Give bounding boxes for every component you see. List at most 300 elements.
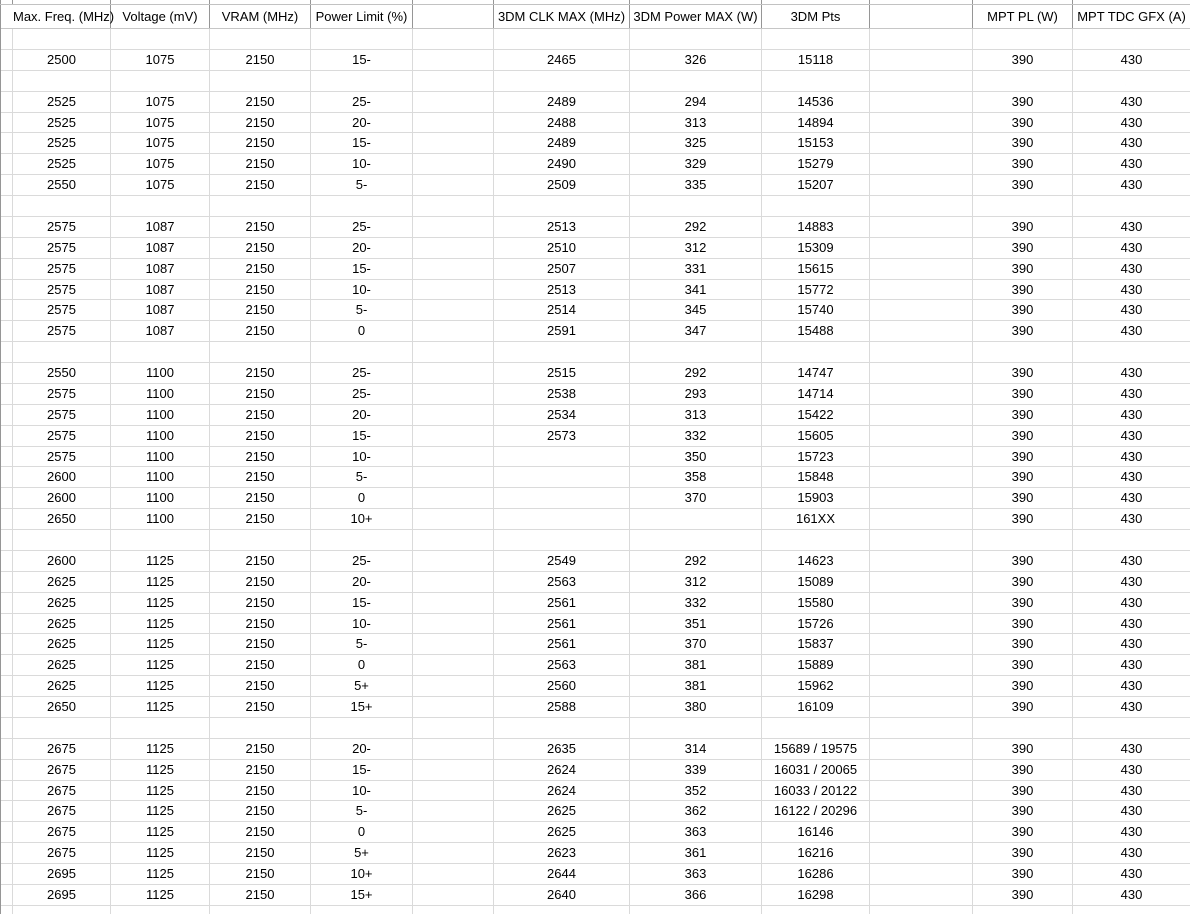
cell-max-freq[interactable]: 2575: [13, 384, 111, 404]
cell-voltage[interactable]: 1125: [111, 781, 210, 801]
cell-max-freq[interactable]: 2650: [13, 697, 111, 717]
cell-power-limit[interactable]: 5-: [311, 801, 413, 821]
cell-mpt-tdc-gfx[interactable]: 430: [1120, 469, 1143, 485]
cell-power-limit[interactable]: [311, 530, 413, 550]
cell-3dm-pts[interactable]: 15740: [762, 300, 870, 320]
cell-3dm-pts[interactable]: 15488: [762, 321, 870, 341]
cell-3dm-pts[interactable]: 16033 / 20122: [762, 781, 870, 801]
cell-3dm-pts[interactable]: 14894: [762, 113, 870, 133]
cell-power-limit[interactable]: [311, 71, 413, 91]
cell-3dm-clk-max[interactable]: 2490: [494, 154, 630, 174]
row-sliver-cell[interactable]: [0, 801, 13, 821]
cell-max-freq[interactable]: 2575: [13, 217, 111, 237]
cell-3dm-pts[interactable]: [762, 29, 870, 49]
cell-3dm-clk-max[interactable]: 2509: [494, 175, 630, 195]
cell-empty-1[interactable]: [413, 133, 494, 153]
cell-empty-1[interactable]: [413, 906, 494, 914]
cell-3dm-clk-max[interactable]: 2625: [494, 822, 630, 842]
row-sliver-cell[interactable]: [0, 822, 13, 842]
cell-3dm-clk-max[interactable]: 2465: [494, 50, 630, 70]
cell-max-freq[interactable]: 2625: [13, 593, 111, 613]
cell-3dm-clk-max[interactable]: 2563: [494, 655, 630, 675]
cell-3dm-clk-max[interactable]: 2488: [494, 113, 630, 133]
cell-3dm-power-max[interactable]: 332: [630, 426, 762, 446]
cell-mpt-tdc-gfx[interactable]: [1073, 71, 1190, 91]
cell-mpt-pl[interactable]: [973, 906, 1073, 914]
cell-max-freq[interactable]: 2695: [13, 885, 111, 905]
cell-vram[interactable]: 2150: [210, 488, 311, 508]
cell-power-limit[interactable]: 5-: [311, 634, 413, 654]
cell-vram[interactable]: [210, 196, 311, 216]
cell-mpt-pl[interactable]: 390: [973, 280, 1073, 300]
cell-empty-1[interactable]: [413, 447, 494, 467]
cell-max-freq[interactable]: 2600: [13, 551, 111, 571]
cell-voltage[interactable]: 1075: [111, 175, 210, 195]
cell-vram[interactable]: [210, 906, 311, 914]
cell-mpt-tdc-gfx[interactable]: 430: [1120, 866, 1143, 881]
cell-mpt-pl[interactable]: 390: [973, 384, 1073, 404]
cell-vram[interactable]: 2150: [210, 467, 311, 487]
cell-power-limit[interactable]: 15-: [311, 50, 413, 70]
cell-empty-1[interactable]: [413, 864, 494, 884]
cell-power-limit[interactable]: 15-: [311, 133, 413, 153]
cell-mpt-pl[interactable]: 390: [973, 447, 1073, 467]
cell-3dm-clk-max[interactable]: [494, 447, 630, 467]
cell-3dm-power-max[interactable]: 313: [630, 405, 762, 425]
cell-empty-2[interactable]: [870, 405, 973, 425]
cell-empty-2[interactable]: [870, 530, 973, 550]
cell-mpt-pl[interactable]: [973, 718, 1073, 738]
cell-empty-1[interactable]: [413, 488, 494, 508]
cell-3dm-power-max[interactable]: 312: [630, 572, 762, 592]
row-sliver-cell[interactable]: [0, 530, 13, 550]
row-sliver-cell[interactable]: [0, 196, 13, 216]
cell-3dm-pts[interactable]: 15089: [762, 572, 870, 592]
cell-empty-1[interactable]: [413, 300, 494, 320]
cell-mpt-pl[interactable]: 390: [973, 864, 1073, 884]
row-sliver-cell[interactable]: [0, 154, 13, 174]
cell-3dm-power-max[interactable]: [630, 196, 762, 216]
cell-voltage[interactable]: [111, 342, 210, 362]
cell-empty-2[interactable]: [870, 488, 973, 508]
cell-empty-1[interactable]: [413, 259, 494, 279]
cell-vram[interactable]: 2150: [210, 154, 311, 174]
cell-empty-2[interactable]: [870, 238, 973, 258]
cell-power-limit[interactable]: 10-: [311, 781, 413, 801]
cell-empty-1[interactable]: [413, 342, 494, 362]
cell-mpt-pl[interactable]: 390: [973, 50, 1073, 70]
cell-mpt-pl[interactable]: 390: [973, 760, 1073, 780]
cell-3dm-power-max[interactable]: 292: [630, 217, 762, 237]
cell-3dm-power-max[interactable]: 335: [630, 175, 762, 195]
cell-empty-2[interactable]: [870, 280, 973, 300]
cell-mpt-tdc-gfx[interactable]: 430: [1120, 824, 1143, 840]
cell-3dm-clk-max[interactable]: [494, 196, 630, 216]
cell-mpt-tdc-gfx[interactable]: 430: [1120, 177, 1143, 193]
cell-max-freq[interactable]: [13, 71, 111, 91]
cell-max-freq[interactable]: 2600: [13, 488, 111, 508]
cell-3dm-power-max[interactable]: 350: [630, 447, 762, 467]
cell-power-limit[interactable]: 0: [311, 655, 413, 675]
cell-3dm-clk-max[interactable]: 2561: [494, 634, 630, 654]
cell-voltage[interactable]: 1125: [111, 739, 210, 759]
cell-power-limit[interactable]: [311, 718, 413, 738]
cell-voltage[interactable]: 1100: [111, 488, 210, 508]
cell-empty-1[interactable]: [413, 885, 494, 905]
cell-voltage[interactable]: 1100: [111, 447, 210, 467]
cell-power-limit[interactable]: 15+: [311, 697, 413, 717]
cell-3dm-power-max[interactable]: 326: [630, 50, 762, 70]
cell-3dm-clk-max[interactable]: 2588: [494, 697, 630, 717]
cell-vram[interactable]: [210, 530, 311, 550]
cell-power-limit[interactable]: 10-: [311, 280, 413, 300]
cell-mpt-pl[interactable]: 390: [973, 551, 1073, 571]
cell-vram[interactable]: 2150: [210, 822, 311, 842]
cell-3dm-pts[interactable]: 14883: [762, 217, 870, 237]
cell-empty-1[interactable]: [413, 29, 494, 49]
cell-mpt-pl[interactable]: 390: [973, 300, 1073, 320]
cell-empty-2[interactable]: [870, 906, 973, 914]
cell-max-freq[interactable]: 2625: [13, 614, 111, 634]
cell-mpt-tdc-gfx[interactable]: 430: [1120, 427, 1143, 443]
cell-voltage[interactable]: 1075: [111, 92, 210, 112]
row-sliver-cell[interactable]: [0, 843, 13, 863]
cell-3dm-pts[interactable]: 15118: [762, 50, 870, 70]
cell-3dm-power-max[interactable]: [630, 509, 762, 529]
header-3dm-pts[interactable]: 3DM Pts: [762, 5, 870, 28]
row-sliver-cell[interactable]: [0, 342, 13, 362]
cell-vram[interactable]: 2150: [210, 801, 311, 821]
cell-3dm-pts[interactable]: 16286: [762, 864, 870, 884]
cell-vram[interactable]: [210, 342, 311, 362]
cell-vram[interactable]: 2150: [210, 509, 311, 529]
cell-vram[interactable]: 2150: [210, 133, 311, 153]
cell-vram[interactable]: 2150: [210, 885, 311, 905]
cell-max-freq[interactable]: 2525: [13, 154, 111, 174]
cell-empty-2[interactable]: [870, 509, 973, 529]
cell-3dm-pts[interactable]: 15772: [762, 280, 870, 300]
header-power-limit[interactable]: Power Limit (%): [311, 5, 413, 28]
cell-3dm-clk-max[interactable]: 2561: [494, 593, 630, 613]
cell-max-freq[interactable]: 2695: [13, 864, 111, 884]
cell-vram[interactable]: 2150: [210, 259, 311, 279]
cell-vram[interactable]: 2150: [210, 614, 311, 634]
row-sliver-cell[interactable]: [0, 384, 13, 404]
cell-3dm-pts[interactable]: 16031 / 20065: [762, 760, 870, 780]
cell-empty-2[interactable]: [870, 71, 973, 91]
cell-mpt-tdc-gfx[interactable]: [1073, 342, 1190, 362]
cell-max-freq[interactable]: 2625: [13, 676, 111, 696]
cell-max-freq[interactable]: [13, 342, 111, 362]
cell-empty-1[interactable]: [413, 593, 494, 613]
cell-vram[interactable]: 2150: [210, 384, 311, 404]
cell-empty-2[interactable]: [870, 154, 973, 174]
cell-empty-1[interactable]: [413, 614, 494, 634]
cell-max-freq[interactable]: 2575: [13, 321, 111, 341]
cell-3dm-clk-max[interactable]: 2510: [494, 238, 630, 258]
cell-empty-2[interactable]: [870, 864, 973, 884]
cell-3dm-pts[interactable]: 16122 / 20296: [762, 801, 870, 821]
cell-3dm-pts[interactable]: 15309: [762, 238, 870, 258]
cell-3dm-power-max[interactable]: 292: [630, 551, 762, 571]
cell-mpt-tdc-gfx[interactable]: 430: [1120, 385, 1143, 401]
cell-empty-1[interactable]: [413, 175, 494, 195]
cell-empty-1[interactable]: [413, 676, 494, 696]
cell-empty-2[interactable]: [870, 175, 973, 195]
cell-voltage[interactable]: 1087: [111, 217, 210, 237]
cell-3dm-clk-max[interactable]: [494, 906, 630, 914]
cell-vram[interactable]: 2150: [210, 363, 311, 383]
cell-3dm-pts[interactable]: 16298: [762, 885, 870, 905]
cell-mpt-pl[interactable]: 390: [973, 614, 1073, 634]
cell-empty-1[interactable]: [413, 843, 494, 863]
cell-power-limit[interactable]: 20-: [311, 405, 413, 425]
cell-3dm-pts[interactable]: 15889: [762, 655, 870, 675]
cell-mpt-pl[interactable]: 390: [973, 238, 1073, 258]
cell-empty-1[interactable]: [413, 217, 494, 237]
cell-power-limit[interactable]: [311, 196, 413, 216]
cell-empty-1[interactable]: [413, 781, 494, 801]
cell-voltage[interactable]: 1125: [111, 885, 210, 905]
cell-3dm-power-max[interactable]: 339: [630, 760, 762, 780]
row-sliver-cell[interactable]: [0, 676, 13, 696]
cell-mpt-tdc-gfx[interactable]: 430: [1120, 615, 1143, 631]
cell-max-freq[interactable]: 2525: [13, 113, 111, 133]
header-voltage[interactable]: Voltage (mV): [111, 5, 210, 28]
cell-voltage[interactable]: 1087: [111, 300, 210, 320]
cell-3dm-pts[interactable]: 15837: [762, 634, 870, 654]
cell-power-limit[interactable]: 5+: [311, 676, 413, 696]
cell-3dm-clk-max[interactable]: 2489: [494, 133, 630, 153]
cell-empty-2[interactable]: [870, 426, 973, 446]
row-sliver-cell[interactable]: [0, 280, 13, 300]
cell-mpt-pl[interactable]: 390: [973, 154, 1073, 174]
cell-3dm-power-max[interactable]: 362: [630, 801, 762, 821]
cell-voltage[interactable]: [111, 29, 210, 49]
cell-3dm-clk-max[interactable]: 2624: [494, 760, 630, 780]
cell-power-limit[interactable]: 5-: [311, 467, 413, 487]
cell-empty-1[interactable]: [413, 196, 494, 216]
cell-mpt-tdc-gfx[interactable]: 430: [1120, 678, 1143, 694]
cell-power-limit[interactable]: 15-: [311, 593, 413, 613]
header-mpt-tdc-gfx[interactable]: MPT TDC GFX (A): [1077, 9, 1186, 24]
cell-mpt-pl[interactable]: 390: [973, 92, 1073, 112]
cell-vram[interactable]: 2150: [210, 593, 311, 613]
cell-power-limit[interactable]: 5+: [311, 843, 413, 863]
cell-power-limit[interactable]: 10-: [311, 154, 413, 174]
cell-mpt-pl[interactable]: 390: [973, 488, 1073, 508]
cell-empty-1[interactable]: [413, 154, 494, 174]
cell-3dm-pts[interactable]: 15903: [762, 488, 870, 508]
cell-power-limit[interactable]: 10+: [311, 509, 413, 529]
cell-empty-2[interactable]: [870, 593, 973, 613]
cell-vram[interactable]: 2150: [210, 426, 311, 446]
cell-max-freq[interactable]: 2525: [13, 133, 111, 153]
cell-max-freq[interactable]: [13, 906, 111, 914]
cell-power-limit[interactable]: [311, 342, 413, 362]
cell-empty-2[interactable]: [870, 50, 973, 70]
cell-vram[interactable]: 2150: [210, 300, 311, 320]
cell-3dm-clk-max[interactable]: 2538: [494, 384, 630, 404]
cell-empty-1[interactable]: [413, 467, 494, 487]
cell-3dm-pts[interactable]: 15279: [762, 154, 870, 174]
cell-voltage[interactable]: [111, 906, 210, 914]
cell-mpt-tdc-gfx[interactable]: [1073, 196, 1190, 216]
cell-vram[interactable]: 2150: [210, 634, 311, 654]
cell-3dm-power-max[interactable]: 313: [630, 113, 762, 133]
cell-vram[interactable]: 2150: [210, 760, 311, 780]
cell-power-limit[interactable]: 20-: [311, 739, 413, 759]
row-sliver-cell[interactable]: [0, 760, 13, 780]
cell-3dm-pts[interactable]: [762, 71, 870, 91]
cell-3dm-power-max[interactable]: 312: [630, 238, 762, 258]
cell-mpt-tdc-gfx[interactable]: 430: [1120, 552, 1143, 568]
cell-mpt-pl[interactable]: 390: [973, 676, 1073, 696]
cell-3dm-clk-max[interactable]: [494, 509, 630, 529]
cell-mpt-pl[interactable]: [973, 71, 1073, 91]
cell-empty-2[interactable]: [870, 822, 973, 842]
cell-3dm-clk-max[interactable]: [494, 488, 630, 508]
cell-3dm-pts[interactable]: 14623: [762, 551, 870, 571]
cell-empty-2[interactable]: [870, 321, 973, 341]
cell-empty-2[interactable]: [870, 92, 973, 112]
cell-mpt-tdc-gfx[interactable]: 430: [1120, 448, 1143, 464]
cell-vram[interactable]: 2150: [210, 551, 311, 571]
cell-mpt-tdc-gfx[interactable]: 430: [1120, 281, 1143, 297]
cell-empty-2[interactable]: [870, 300, 973, 320]
cell-empty-1[interactable]: [413, 405, 494, 425]
cell-voltage[interactable]: 1100: [111, 426, 210, 446]
cell-vram[interactable]: 2150: [210, 781, 311, 801]
cell-empty-1[interactable]: [413, 801, 494, 821]
cell-power-limit[interactable]: 10-: [311, 614, 413, 634]
cell-mpt-tdc-gfx[interactable]: 430: [1120, 845, 1143, 861]
cell-empty-1[interactable]: [413, 384, 494, 404]
cell-3dm-power-max[interactable]: [630, 906, 762, 914]
cell-empty-1[interactable]: [413, 697, 494, 717]
cell-3dm-clk-max[interactable]: 2534: [494, 405, 630, 425]
cell-voltage[interactable]: 1075: [111, 113, 210, 133]
cell-3dm-power-max[interactable]: 352: [630, 781, 762, 801]
row-sliver-cell[interactable]: [0, 906, 13, 914]
cell-voltage[interactable]: 1125: [111, 634, 210, 654]
cell-empty-2[interactable]: [870, 697, 973, 717]
cell-mpt-pl[interactable]: 390: [973, 133, 1073, 153]
cell-max-freq[interactable]: 2625: [13, 572, 111, 592]
cell-3dm-power-max[interactable]: [630, 342, 762, 362]
cell-power-limit[interactable]: [311, 906, 413, 914]
cell-3dm-clk-max[interactable]: 2624: [494, 781, 630, 801]
cell-3dm-pts[interactable]: 15153: [762, 133, 870, 153]
cell-max-freq[interactable]: [13, 530, 111, 550]
cell-power-limit[interactable]: [311, 29, 413, 49]
cell-empty-2[interactable]: [870, 718, 973, 738]
cell-mpt-tdc-gfx[interactable]: [1073, 906, 1190, 914]
row-sliver-cell[interactable]: [0, 92, 13, 112]
cell-3dm-power-max[interactable]: 361: [630, 843, 762, 863]
row-sliver-cell[interactable]: [0, 217, 13, 237]
cell-vram[interactable]: 2150: [210, 739, 311, 759]
cell-3dm-clk-max[interactable]: 2591: [494, 321, 630, 341]
cell-mpt-pl[interactable]: 390: [973, 321, 1073, 341]
row-sliver-cell[interactable]: [0, 113, 13, 133]
cell-empty-2[interactable]: [870, 614, 973, 634]
cell-mpt-pl[interactable]: 390: [973, 801, 1073, 821]
cell-mpt-tdc-gfx[interactable]: 430: [1120, 886, 1143, 902]
cell-empty-1[interactable]: [413, 551, 494, 571]
cell-vram[interactable]: 2150: [210, 676, 311, 696]
cell-vram[interactable]: 2150: [210, 697, 311, 717]
cell-3dm-clk-max[interactable]: [494, 29, 630, 49]
row-sliver-cell[interactable]: [0, 133, 13, 153]
cell-power-limit[interactable]: 25-: [311, 551, 413, 571]
header-empty-1[interactable]: [413, 5, 494, 28]
cell-empty-2[interactable]: [870, 885, 973, 905]
row-sliver-cell[interactable]: [0, 405, 13, 425]
cell-mpt-tdc-gfx[interactable]: 430: [1120, 302, 1143, 318]
header-max-freq[interactable]: Max. Freq. (MHz): [13, 5, 111, 28]
cell-voltage[interactable]: 1075: [111, 50, 210, 70]
cell-max-freq[interactable]: [13, 196, 111, 216]
cell-max-freq[interactable]: 2650: [13, 509, 111, 529]
cell-vram[interactable]: [210, 29, 311, 49]
cell-3dm-clk-max[interactable]: 2507: [494, 259, 630, 279]
cell-empty-2[interactable]: [870, 467, 973, 487]
cell-vram[interactable]: 2150: [210, 217, 311, 237]
cell-voltage[interactable]: 1087: [111, 259, 210, 279]
cell-voltage[interactable]: 1087: [111, 321, 210, 341]
cell-voltage[interactable]: [111, 196, 210, 216]
cell-3dm-pts[interactable]: 15615: [762, 259, 870, 279]
cell-empty-2[interactable]: [870, 196, 973, 216]
cell-voltage[interactable]: 1125: [111, 593, 210, 613]
cell-vram[interactable]: 2150: [210, 113, 311, 133]
cell-3dm-pts[interactable]: 15726: [762, 614, 870, 634]
cell-mpt-tdc-gfx[interactable]: 430: [1120, 51, 1143, 67]
cell-empty-2[interactable]: [870, 655, 973, 675]
cell-max-freq[interactable]: [13, 29, 111, 49]
cell-mpt-tdc-gfx[interactable]: 430: [1120, 239, 1143, 255]
cell-power-limit[interactable]: 20-: [311, 113, 413, 133]
cell-3dm-power-max[interactable]: 331: [630, 259, 762, 279]
cell-3dm-pts[interactable]: 15689 / 19575: [762, 739, 870, 759]
cell-3dm-pts[interactable]: [762, 906, 870, 914]
cell-vram[interactable]: [210, 71, 311, 91]
cell-mpt-pl[interactable]: 390: [973, 509, 1073, 529]
cell-mpt-tdc-gfx[interactable]: 430: [1120, 573, 1143, 589]
cell-max-freq[interactable]: 2675: [13, 801, 111, 821]
cell-3dm-power-max[interactable]: 380: [630, 697, 762, 717]
cell-power-limit[interactable]: 25-: [311, 92, 413, 112]
cell-max-freq[interactable]: 2575: [13, 426, 111, 446]
cell-3dm-clk-max[interactable]: 2635: [494, 739, 630, 759]
cell-voltage[interactable]: 1125: [111, 655, 210, 675]
cell-3dm-clk-max[interactable]: 2561: [494, 614, 630, 634]
cell-empty-2[interactable]: [870, 551, 973, 571]
cell-3dm-pts[interactable]: [762, 342, 870, 362]
cell-power-limit[interactable]: 25-: [311, 384, 413, 404]
cell-mpt-tdc-gfx[interactable]: 430: [1120, 636, 1143, 652]
cell-empty-1[interactable]: [413, 92, 494, 112]
cell-3dm-power-max[interactable]: 294: [630, 92, 762, 112]
cell-mpt-tdc-gfx[interactable]: 430: [1120, 365, 1143, 380]
cell-voltage[interactable]: [111, 530, 210, 550]
cell-max-freq[interactable]: 2625: [13, 634, 111, 654]
cell-voltage[interactable]: 1100: [111, 384, 210, 404]
cell-empty-1[interactable]: [413, 655, 494, 675]
cell-power-limit[interactable]: 5-: [311, 300, 413, 320]
cell-empty-2[interactable]: [870, 384, 973, 404]
